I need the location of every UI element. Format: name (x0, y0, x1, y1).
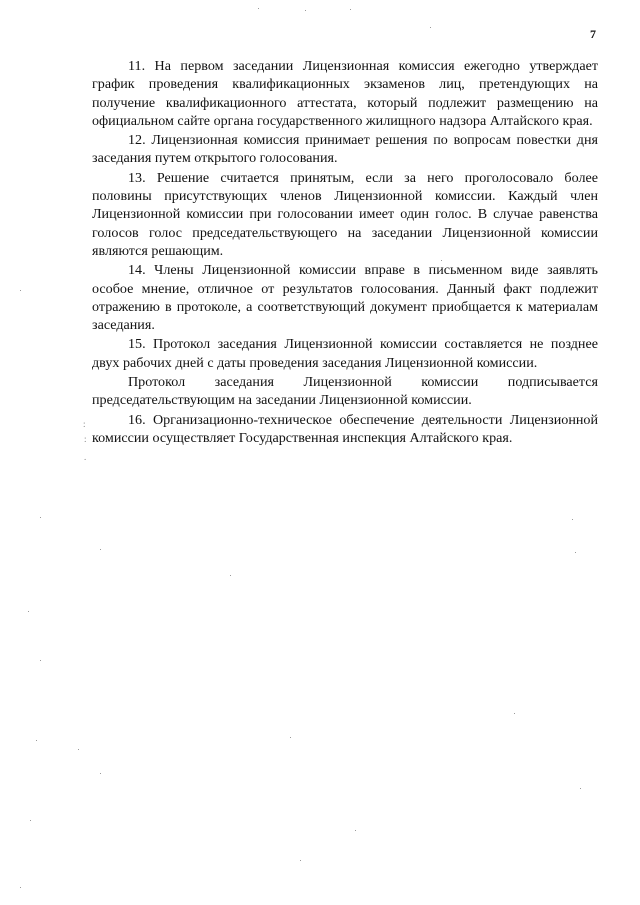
scan-speck (40, 517, 41, 518)
scan-speck (78, 749, 79, 750)
page-number: 7 (590, 27, 596, 41)
scan-speck (230, 575, 231, 576)
scan-speck (100, 549, 101, 550)
scan-speck (20, 887, 21, 888)
scan-speck (514, 713, 515, 714)
scan-speck (36, 740, 37, 741)
scan-speck (575, 552, 576, 553)
scan-speck (20, 290, 21, 291)
scan-speck (305, 10, 306, 11)
scan-mark: : (84, 434, 87, 444)
paragraph-12: 12. Лицензионная комиссия принимает решения по вопросам повестки дня заседания путем открытого голосования. (92, 132, 598, 167)
scan-speck (572, 519, 573, 520)
scan-speck (100, 773, 101, 774)
scan-speck (290, 737, 291, 738)
document-body (92, 57, 598, 447)
scan-speck (28, 611, 29, 612)
scan-speck (441, 260, 442, 261)
paragraph-15: 15. Протокол заседания Лицензионной комиссии составляется не позднее двух рабочих дней с даты проведения заседания Лицензионной комиссии. (92, 336, 598, 371)
scan-mark: : (83, 419, 86, 429)
scan-speck (40, 660, 41, 661)
scan-mark: . (84, 452, 87, 462)
scan-speck (30, 820, 31, 821)
paragraph-13: 13. Решение считается принятым, если за него проголосовало более половины присутствующих членов Лицензионной комиссии. Каждый член Лицензионной комиссии при голосовании имеет один голос. В случае равенства голосов голос председательствующего на заседании Лицензионной комиссии являются решающим. (92, 169, 598, 259)
scan-speck (350, 9, 351, 10)
paragraph-16: 16. Организационно-техническое обеспечение деятельности Лицензионной комиссии осуществляет Государственная инспекция Алтайского края. (92, 411, 598, 446)
paragraph-11: 11. На первом заседании Лицензионная комиссия ежегодно утверждает график проведения квалификационных экзаменов лиц, претендующих на получение квалификационного аттестата, который подлежит размещению на официальном сайте органа государственного жилищного надзора Алтайского края. (92, 58, 598, 129)
paragraph-protocol-signature: Протокол заседания Лицензионной комиссии подписывается председательствующим на заседании Лицензионной комиссии. (92, 374, 598, 409)
paragraph-14: 14. Члены Лицензионной комиссии вправе в письменном виде заявлять особое мнение, отличное от результатов голосования. Данный факт подлежит отражению в протоколе, а соответствующий документ приобщается к материалам заседания. (92, 262, 598, 334)
scan-speck (258, 8, 259, 9)
scan-speck (430, 27, 431, 28)
scan-speck (580, 788, 581, 789)
scan-speck (300, 860, 301, 861)
scan-speck (355, 830, 356, 831)
